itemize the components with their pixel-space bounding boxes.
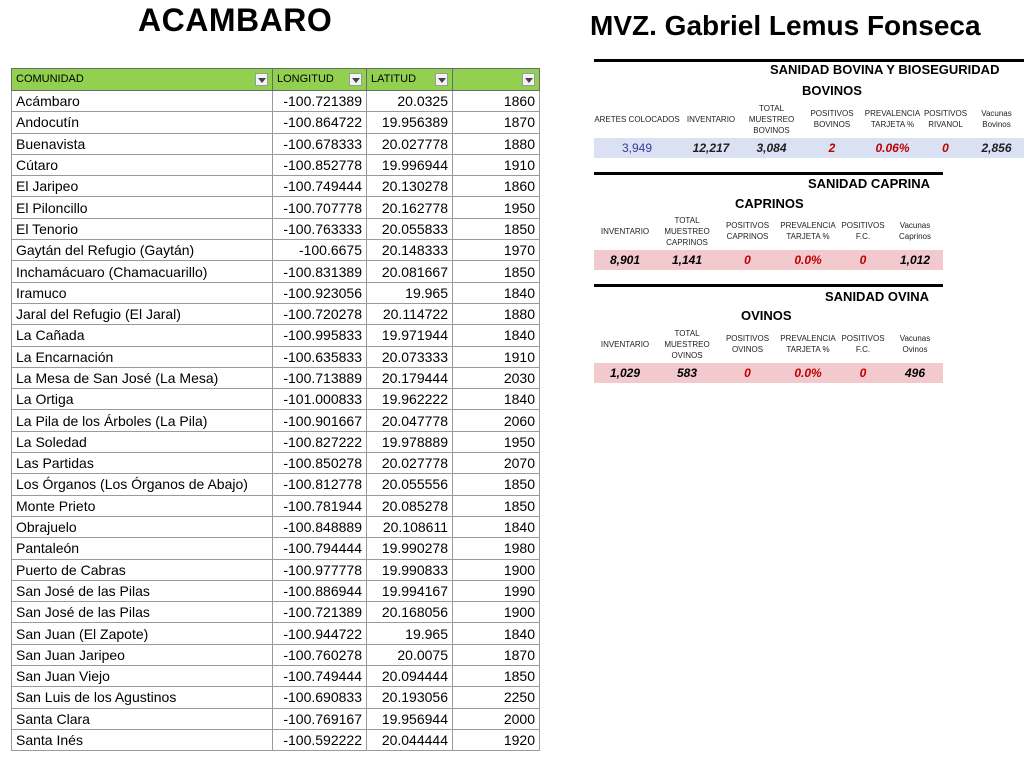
table-row: [12, 218, 540, 239]
ovina-value-0: 1,029: [594, 363, 656, 383]
cell-altitud[interactable]: 1880: [453, 133, 540, 154]
cell-longitud[interactable]: -100.721389: [273, 91, 367, 112]
cell-longitud[interactable]: -100.769167: [273, 708, 367, 729]
caprina-value-5: 1,012: [887, 250, 943, 270]
cell-latitud[interactable]: 19.994167: [367, 580, 453, 601]
cell-latitud[interactable]: 20.073333: [367, 346, 453, 367]
communities-table: [11, 68, 540, 751]
cell-altitud[interactable]: 1910: [453, 346, 540, 367]
cell-latitud[interactable]: 20.162778: [367, 197, 453, 218]
cell-comunidad[interactable]: El Piloncillo: [12, 197, 273, 218]
table-row: [12, 176, 540, 197]
table-row: [12, 602, 540, 623]
bovina-value-4: 0.06%: [863, 138, 922, 158]
section-divider: [594, 172, 943, 175]
caprina-value-0: 8,901: [594, 250, 656, 270]
cell-latitud[interactable]: 20.055833: [367, 218, 453, 239]
ovina-value-4: 0: [839, 363, 887, 383]
table-row: [12, 389, 540, 410]
cell-altitud[interactable]: 1860: [453, 176, 540, 197]
cell-altitud[interactable]: 1850: [453, 666, 540, 687]
cell-longitud[interactable]: -100.850278: [273, 453, 367, 474]
header-label: COMUNIDAD: [16, 73, 84, 85]
cell-altitud[interactable]: 1870: [453, 112, 540, 133]
cell-longitud[interactable]: -100.995833: [273, 325, 367, 346]
ovina-header-0: INVENTARIO: [600, 339, 650, 349]
cell-altitud[interactable]: 1900: [453, 559, 540, 580]
bovina-header-0: ARETES COLOCADOS: [594, 114, 680, 124]
caprina-value-3: 0.0%: [777, 250, 839, 270]
cell-altitud[interactable]: 1850: [453, 474, 540, 495]
cell-comunidad[interactable]: Andocutín: [12, 112, 273, 133]
cell-latitud[interactable]: 20.027778: [367, 133, 453, 154]
table-row: [12, 325, 540, 346]
cell-comunidad[interactable]: San Luis de los Agustinos: [12, 687, 273, 708]
cell-latitud[interactable]: 20.027778: [367, 453, 453, 474]
cell-latitud[interactable]: 20.179444: [367, 367, 453, 388]
cell-latitud[interactable]: 20.047778: [367, 410, 453, 431]
cell-longitud[interactable]: -100.794444: [273, 538, 367, 559]
cell-latitud[interactable]: 20.044444: [367, 729, 453, 750]
cell-latitud[interactable]: 19.990833: [367, 559, 453, 580]
caprina-header-3: PREVALENCIA TARJETA %: [780, 221, 836, 241]
caprina-header-4: POSITIVOS F.C.: [841, 221, 885, 241]
author-title: MVZ. Gabriel Lemus Fonseca: [590, 10, 981, 41]
filter-dropdown-icon[interactable]: [255, 73, 268, 86]
caprina-value-4: 0: [839, 250, 887, 270]
header-label: LATITUD: [371, 73, 417, 85]
cell-longitud[interactable]: -100.812778: [273, 474, 367, 495]
caprina-header-2: POSITIVOS CAPRINOS: [725, 221, 770, 241]
table-row: [12, 516, 540, 537]
cell-comunidad[interactable]: Buenavista: [12, 133, 273, 154]
cell-altitud[interactable]: 1840: [453, 516, 540, 537]
cell-comunidad[interactable]: Jaral del Refugio (El Jaral): [12, 303, 273, 324]
table-row: [12, 580, 540, 601]
table-row: [12, 112, 540, 133]
cell-comunidad[interactable]: San Juan Viejo: [12, 666, 273, 687]
cell-altitud[interactable]: 1850: [453, 261, 540, 282]
cell-latitud[interactable]: 20.0325: [367, 91, 453, 112]
bovina-value-2: 3,084: [742, 138, 801, 158]
cell-comunidad[interactable]: Pantaleón: [12, 538, 273, 559]
cell-longitud[interactable]: -100.707778: [273, 197, 367, 218]
ovina-header-2: POSITIVOS OVINOS: [725, 334, 770, 354]
cell-longitud[interactable]: -100.690833: [273, 687, 367, 708]
table-row: [12, 303, 540, 324]
cell-latitud[interactable]: 20.168056: [367, 602, 453, 623]
cell-longitud[interactable]: -100.721389: [273, 602, 367, 623]
bovina-value-6: 2,856: [969, 138, 1024, 158]
page-title-acambaro: ACAMBARO: [138, 2, 333, 38]
cell-latitud[interactable]: 19.996944: [367, 154, 453, 175]
cell-comunidad[interactable]: Cútaro: [12, 154, 273, 175]
cell-comunidad[interactable]: Iramuco: [12, 282, 273, 303]
header-comunidad[interactable]: [12, 69, 273, 91]
cell-comunidad[interactable]: El Tenorio: [12, 218, 273, 239]
table-row: [12, 538, 540, 559]
cell-longitud[interactable]: -100.781944: [273, 495, 367, 516]
ovina-value-3: 0.0%: [777, 363, 839, 383]
cell-latitud[interactable]: 19.971944: [367, 325, 453, 346]
section-divider: [594, 284, 943, 287]
ovina-header-4: POSITIVOS F.C.: [841, 334, 885, 354]
header-latitud[interactable]: [367, 69, 453, 91]
cell-comunidad[interactable]: La Mesa de San José (La Mesa): [12, 367, 273, 388]
cell-latitud[interactable]: 19.965: [367, 623, 453, 644]
cell-altitud[interactable]: 1950: [453, 197, 540, 218]
header-longitud[interactable]: [273, 69, 367, 91]
table-row: [12, 729, 540, 750]
caprina-section-title: SANIDAD CAPRINA: [808, 176, 931, 191]
cell-latitud[interactable]: 19.990278: [367, 538, 453, 559]
bovinos-subtitle: BOVINOS: [802, 83, 862, 98]
cell-latitud[interactable]: 20.193056: [367, 687, 453, 708]
cell-altitud[interactable]: 1840: [453, 325, 540, 346]
table-row: [12, 240, 540, 261]
table-row: [12, 282, 540, 303]
cell-latitud[interactable]: 20.081667: [367, 261, 453, 282]
cell-latitud[interactable]: 20.094444: [367, 666, 453, 687]
cell-altitud[interactable]: 1920: [453, 729, 540, 750]
cell-longitud[interactable]: -100.901667: [273, 410, 367, 431]
cell-comunidad[interactable]: San Juan Jaripeo: [12, 644, 273, 665]
cell-altitud[interactable]: 1840: [453, 282, 540, 303]
caprina-value-2: 0: [718, 250, 777, 270]
cell-comunidad[interactable]: Acámbaro: [12, 91, 273, 112]
cell-longitud[interactable]: -100.944722: [273, 623, 367, 644]
table-row: [12, 154, 540, 175]
ovina-header-5: Vacunas Ovinos: [899, 334, 931, 354]
bovina-table: [594, 100, 1024, 158]
ovina-header-1: TOTAL MUESTREO OVINOS: [664, 328, 710, 360]
cell-comunidad[interactable]: Santa Inés: [12, 729, 273, 750]
cell-altitud[interactable]: 2250: [453, 687, 540, 708]
caprina-value-1: 1,141: [656, 250, 718, 270]
table-row: [12, 91, 540, 112]
table-row: [12, 666, 540, 687]
bovina-header-5: POSITIVOS RIVANOL: [923, 109, 968, 129]
cell-altitud[interactable]: 1980: [453, 538, 540, 559]
table-row: [12, 367, 540, 388]
cell-altitud[interactable]: 1990: [453, 580, 540, 601]
cell-altitud[interactable]: 1970: [453, 240, 540, 261]
cell-latitud[interactable]: 20.0075: [367, 644, 453, 665]
bovina-header-1: INVENTARIO: [686, 114, 736, 124]
cell-longitud[interactable]: -100.864722: [273, 112, 367, 133]
table-row: [12, 261, 540, 282]
cell-altitud[interactable]: 1850: [453, 218, 540, 239]
ovina-value-5: 496: [887, 363, 943, 383]
cell-longitud[interactable]: -101.000833: [273, 389, 367, 410]
ovina-value-2: 0: [718, 363, 777, 383]
cell-longitud[interactable]: -100.6675: [273, 240, 367, 261]
cell-latitud[interactable]: 19.965: [367, 282, 453, 303]
cell-altitud[interactable]: 1880: [453, 303, 540, 324]
cell-longitud[interactable]: -100.923056: [273, 282, 367, 303]
cell-altitud[interactable]: 1850: [453, 495, 540, 516]
table-row: [12, 495, 540, 516]
table-header-row: [12, 69, 540, 91]
cell-longitud[interactable]: -100.720278: [273, 303, 367, 324]
cell-altitud[interactable]: 1870: [453, 644, 540, 665]
cell-longitud[interactable]: -100.827222: [273, 431, 367, 452]
bovina-value-1: 12,217: [680, 138, 742, 158]
ovina-section-title: SANIDAD OVINA: [825, 289, 930, 304]
cell-longitud[interactable]: -100.760278: [273, 644, 367, 665]
cell-comunidad[interactable]: Inchamácuaro (Chamacuarillo): [12, 261, 273, 282]
cell-comunidad[interactable]: El Jaripeo: [12, 176, 273, 197]
cell-longitud[interactable]: -100.592222: [273, 729, 367, 750]
cell-comunidad[interactable]: La Ortiga: [12, 389, 273, 410]
caprina-header-0: INVENTARIO: [600, 226, 650, 236]
cell-comunidad[interactable]: San José de las Pilas: [12, 580, 273, 601]
cell-longitud[interactable]: -100.763333: [273, 218, 367, 239]
bovina-section-title: SANIDAD BOVINA Y BIOSEGURIDAD: [770, 62, 1000, 77]
cell-comunidad[interactable]: San José de las Pilas: [12, 602, 273, 623]
table-row: [12, 453, 540, 474]
table-row: [12, 623, 540, 644]
bovina-header-6: Vacunas Bovinos: [981, 109, 1012, 129]
table-row: [12, 474, 540, 495]
cell-longitud[interactable]: -100.848889: [273, 516, 367, 537]
cell-altitud[interactable]: 1860: [453, 91, 540, 112]
cell-longitud[interactable]: -100.635833: [273, 346, 367, 367]
cell-latitud[interactable]: 20.085278: [367, 495, 453, 516]
bovina-header-3: POSITIVOS BOVINOS: [810, 109, 854, 129]
cell-altitud[interactable]: 2000: [453, 708, 540, 729]
cell-latitud[interactable]: 20.055556: [367, 474, 453, 495]
table-row: [12, 346, 540, 367]
cell-latitud[interactable]: 19.956944: [367, 708, 453, 729]
table-row: [12, 410, 540, 431]
cell-altitud[interactable]: 1840: [453, 623, 540, 644]
cell-comunidad[interactable]: Los Órganos (Los Órganos de Abajo): [12, 474, 273, 495]
cell-comunidad[interactable]: La Encarnación: [12, 346, 273, 367]
filter-dropdown-icon[interactable]: [435, 73, 448, 86]
bovina-header-2: TOTAL MUESTREO BOVINOS: [748, 103, 795, 135]
table-row: [12, 431, 540, 452]
cell-longitud[interactable]: -100.852778: [273, 154, 367, 175]
caprina-header-5: Vacunas Caprinos: [898, 221, 931, 241]
cell-comunidad[interactable]: Las Partidas: [12, 453, 273, 474]
cell-altitud[interactable]: 1900: [453, 602, 540, 623]
cell-comunidad[interactable]: Obrajuelo: [12, 516, 273, 537]
ovina-header-3: PREVALENCIA TARJETA %: [780, 334, 836, 354]
cell-latitud[interactable]: 20.148333: [367, 240, 453, 261]
table-row: [12, 708, 540, 729]
table-row: [12, 644, 540, 665]
table-row: [12, 559, 540, 580]
cell-comunidad[interactable]: La Cañada: [12, 325, 273, 346]
cell-altitud[interactable]: 1950: [453, 431, 540, 452]
cell-longitud[interactable]: -100.977778: [273, 559, 367, 580]
ovina-table: [594, 325, 943, 383]
cell-longitud[interactable]: -100.831389: [273, 261, 367, 282]
caprina-table: [594, 212, 943, 270]
header-altitude[interactable]: [453, 69, 540, 91]
cell-comunidad[interactable]: La Soledad: [12, 431, 273, 452]
table-row: [12, 133, 540, 154]
caprinos-subtitle: CAPRINOS: [735, 196, 804, 211]
cell-longitud[interactable]: -100.678333: [273, 133, 367, 154]
header-label: LONGITUD: [277, 73, 334, 85]
bovina-value-0: 3,949: [594, 138, 680, 158]
cell-latitud[interactable]: 20.114722: [367, 303, 453, 324]
bovina-header-4: PREVALENCIA TARJETA %: [864, 109, 921, 129]
cell-comunidad[interactable]: San Juan (El Zapote): [12, 623, 273, 644]
cell-altitud[interactable]: 2060: [453, 410, 540, 431]
cell-latitud[interactable]: 20.130278: [367, 176, 453, 197]
cell-latitud[interactable]: 19.956389: [367, 112, 453, 133]
cell-comunidad[interactable]: Gaytán del Refugio (Gaytán): [12, 240, 273, 261]
caprina-header-1: TOTAL MUESTREO CAPRINOS: [664, 215, 710, 247]
cell-altitud[interactable]: 2030: [453, 367, 540, 388]
cell-comunidad[interactable]: La Pila de los Árboles (La Pila): [12, 410, 273, 431]
filter-dropdown-icon[interactable]: [349, 73, 362, 86]
cell-comunidad[interactable]: Monte Prieto: [12, 495, 273, 516]
cell-altitud[interactable]: 1840: [453, 389, 540, 410]
ovina-value-1: 583: [656, 363, 718, 383]
filter-dropdown-icon[interactable]: [522, 73, 535, 86]
cell-longitud[interactable]: -100.749444: [273, 176, 367, 197]
bovina-value-5: 0: [922, 138, 969, 158]
table-row: [12, 197, 540, 218]
ovinos-subtitle: OVINOS: [741, 308, 792, 323]
bovina-value-3: 2: [801, 138, 863, 158]
table-row: [12, 687, 540, 708]
cell-altitud[interactable]: 1910: [453, 154, 540, 175]
cell-longitud[interactable]: -100.749444: [273, 666, 367, 687]
cell-altitud[interactable]: 2070: [453, 453, 540, 474]
cell-latitud[interactable]: 20.108611: [367, 516, 453, 537]
cell-comunidad[interactable]: Santa Clara: [12, 708, 273, 729]
cell-comunidad[interactable]: Puerto de Cabras: [12, 559, 273, 580]
cell-longitud[interactable]: -100.713889: [273, 367, 367, 388]
cell-latitud[interactable]: 19.978889: [367, 431, 453, 452]
cell-latitud[interactable]: 19.962222: [367, 389, 453, 410]
cell-longitud[interactable]: -100.886944: [273, 580, 367, 601]
